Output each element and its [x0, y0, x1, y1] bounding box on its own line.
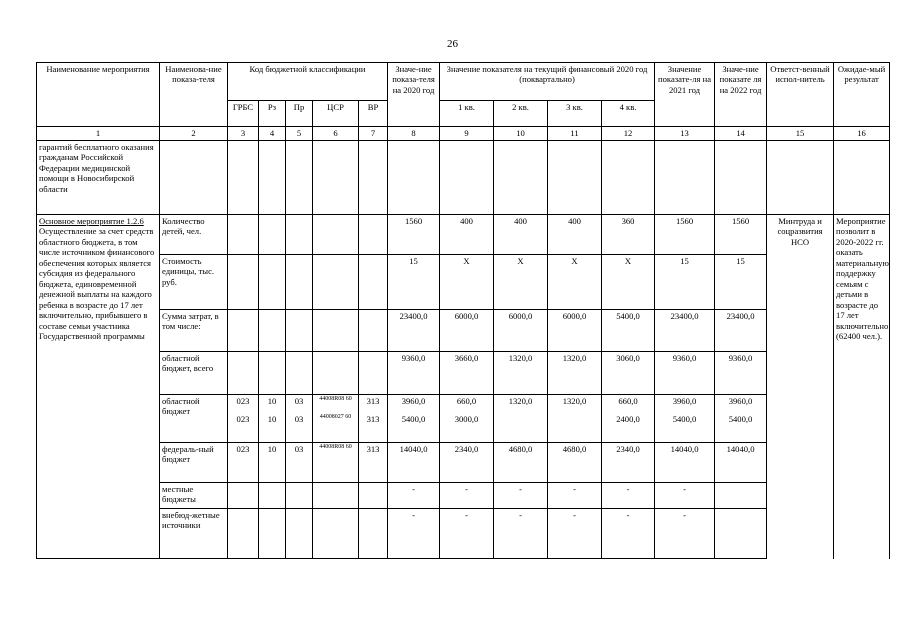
code-rz: 10 10 — [259, 395, 286, 443]
col-number: 15 — [767, 127, 834, 141]
activity-cell-continued — [37, 395, 160, 559]
program-table — [36, 62, 890, 559]
header-grbs: ГРБС — [228, 101, 259, 127]
activity-cell — [37, 215, 160, 395]
value-q2: 4680,0 — [494, 443, 548, 483]
col-number: 6 — [313, 127, 359, 141]
col-number: 2 — [160, 127, 228, 141]
value-q1: 660,0 3000,0 — [440, 395, 494, 443]
table-row — [37, 443, 890, 483]
col-number: 8 — [388, 127, 440, 141]
value-q3: - — [548, 509, 602, 559]
value-q4: 5400,0 — [602, 310, 655, 352]
col-number: 3 — [228, 127, 259, 141]
header-vr: ВР — [359, 101, 388, 127]
value-2021: 9360,0 — [655, 352, 715, 395]
code-vr: 313 313 — [359, 395, 388, 443]
value-q2: X — [494, 255, 548, 310]
activity-title: Основное мероприятие 1.2.6 — [39, 216, 144, 226]
column-number-row — [37, 127, 890, 141]
value-2020: - — [388, 509, 440, 559]
value-q4: - — [602, 509, 655, 559]
table-row — [37, 255, 890, 310]
value-2020: 15 — [388, 255, 440, 310]
code-rz: 10 — [259, 443, 286, 483]
value-2022: 3960,0 5400,0 — [715, 395, 767, 443]
col-number: 14 — [715, 127, 767, 141]
table-row — [37, 215, 890, 255]
value-q3: 400 — [548, 215, 602, 255]
value-2020: 1560 — [388, 215, 440, 255]
value-2022: 23400,0 — [715, 310, 767, 352]
header-q1: 1 кв. — [440, 101, 494, 127]
code-csr: 44008R08 60 — [313, 443, 359, 483]
value-q4: - — [602, 483, 655, 509]
code-grbs: 023 023 — [228, 395, 259, 443]
header-budget-code: Код бюджетной классификации — [228, 63, 388, 101]
col-number: 13 — [655, 127, 715, 141]
indicator-federal: федераль-ный бюджет — [160, 443, 228, 483]
value-q3: X — [548, 255, 602, 310]
table-row — [37, 352, 890, 395]
value-q1: 2340,0 — [440, 443, 494, 483]
value-q2: 6000,0 — [494, 310, 548, 352]
value-q4: 3060,0 — [602, 352, 655, 395]
header-activity: Наименование мероприятия — [37, 63, 160, 127]
table-row — [37, 395, 890, 443]
value-q1: 400 — [440, 215, 494, 255]
col-number: 4 — [259, 127, 286, 141]
indicator-extra-budgetary: внебюд-жетные источники — [160, 509, 228, 559]
value-2020: 23400,0 — [388, 310, 440, 352]
value-2020: 14040,0 — [388, 443, 440, 483]
value-q1: 3660,0 — [440, 352, 494, 395]
header-value-2022: Значе-ние показате ля на 2022 год — [715, 63, 767, 127]
value-q4: X — [602, 255, 655, 310]
value-2020: - — [388, 483, 440, 509]
indicator-unit-cost: Стоимость единицы, тыс. руб. — [160, 255, 228, 310]
page-number: 26 — [447, 38, 458, 50]
value-2020: 9360,0 — [388, 352, 440, 395]
header-q2: 2 кв. — [494, 101, 548, 127]
code-csr: 44008R08 60 44008027 60 — [313, 395, 359, 443]
value-q4: 360 — [602, 215, 655, 255]
table-row — [37, 141, 890, 215]
value-q1: 6000,0 — [440, 310, 494, 352]
value-2021: 14040,0 — [655, 443, 715, 483]
table-row — [37, 509, 890, 559]
header-current-year: Значение показателя на текущий финансовый 2020 год (поквартально) — [440, 63, 655, 101]
expected-result: Мероприятие позволит в 2020-2022 гг. оказать материальную поддержку семьям с детьми в возрасте до 17 лет включительно (62400 чел.). — [834, 215, 890, 559]
value-2022: 1560 — [715, 215, 767, 255]
indicator-children: Количество детей, чел. — [160, 215, 228, 255]
header-value-2020: Значе-ние показа-теля на 2020 год — [388, 63, 440, 127]
value-2021: 3960,0 5400,0 — [655, 395, 715, 443]
value-2021: 1560 — [655, 215, 715, 255]
value-q1: - — [440, 509, 494, 559]
indicator-regional: областной бюджет — [160, 395, 228, 443]
value-2022: 14040,0 — [715, 443, 767, 483]
col-number: 5 — [286, 127, 313, 141]
value-q3: 4680,0 — [548, 443, 602, 483]
activity-description: Осуществление за счет средств областного бюджета, в том числе источником финансового обеспечения которых является субсидия из федерального бюджета, единовременной денежной выплаты на каждого ребенка в возрасте до 17 лет включительно, прибывшего в составе семьи участника Государственной программы — [39, 226, 155, 342]
col-number: 10 — [494, 127, 548, 141]
col-number: 16 — [834, 127, 890, 141]
intro-text: гарантий бесплатного оказания гражданам Российской Федерации медицинской помощи в Новосибирской области — [37, 141, 160, 215]
code-vr: 313 — [359, 443, 388, 483]
col-number: 7 — [359, 127, 388, 141]
col-number: 12 — [602, 127, 655, 141]
header-q4: 4 кв. — [602, 101, 655, 127]
value-q3: 1320,0 — [548, 395, 602, 443]
header-value-2021: Значение показате-ля на 2021 год — [655, 63, 715, 127]
col-number: 11 — [548, 127, 602, 141]
header-indicator: Наименова-ние показа-теля — [160, 63, 228, 127]
value-q2: 400 — [494, 215, 548, 255]
value-q2: 1320,0 — [494, 395, 548, 443]
value-q3: 1320,0 — [548, 352, 602, 395]
value-q4: 2340,0 — [602, 443, 655, 483]
responsible-executor: Минтруда и соцразвития НСО — [767, 215, 834, 559]
header-q3: 3 кв. — [548, 101, 602, 127]
header-pr: Пр — [286, 101, 313, 127]
value-2021: 15 — [655, 255, 715, 310]
indicator-regional-total: областной бюджет, всего — [160, 352, 228, 395]
header-responsible: Ответст-венный испол-нитель — [767, 63, 834, 127]
value-q2: - — [494, 509, 548, 559]
value-2020: 3960,0 5400,0 — [388, 395, 440, 443]
col-number: 1 — [37, 127, 160, 141]
value-q2: - — [494, 483, 548, 509]
value-q2: 1320,0 — [494, 352, 548, 395]
value-q3: - — [548, 483, 602, 509]
col-number: 9 — [440, 127, 494, 141]
code-pr: 03 — [286, 443, 313, 483]
value-2021: - — [655, 483, 715, 509]
table-row — [37, 310, 890, 352]
indicator-total-costs: Сумма затрат, в том числе: — [160, 310, 228, 352]
code-grbs: 023 — [228, 443, 259, 483]
value-q1: - — [440, 483, 494, 509]
value-q1: X — [440, 255, 494, 310]
value-q4: 660,0 2400,0 — [602, 395, 655, 443]
value-2022: 15 — [715, 255, 767, 310]
code-pr: 03 03 — [286, 395, 313, 443]
value-q3: 6000,0 — [548, 310, 602, 352]
value-2021: 23400,0 — [655, 310, 715, 352]
value-2021: - — [655, 509, 715, 559]
table-row — [37, 483, 890, 509]
indicator-local: местные бюджеты — [160, 483, 228, 509]
value-2022: 9360,0 — [715, 352, 767, 395]
header-csr: ЦСР — [313, 101, 359, 127]
header-rz: Рз — [259, 101, 286, 127]
header-expected-result: Ожидае-мый результат — [834, 63, 890, 127]
